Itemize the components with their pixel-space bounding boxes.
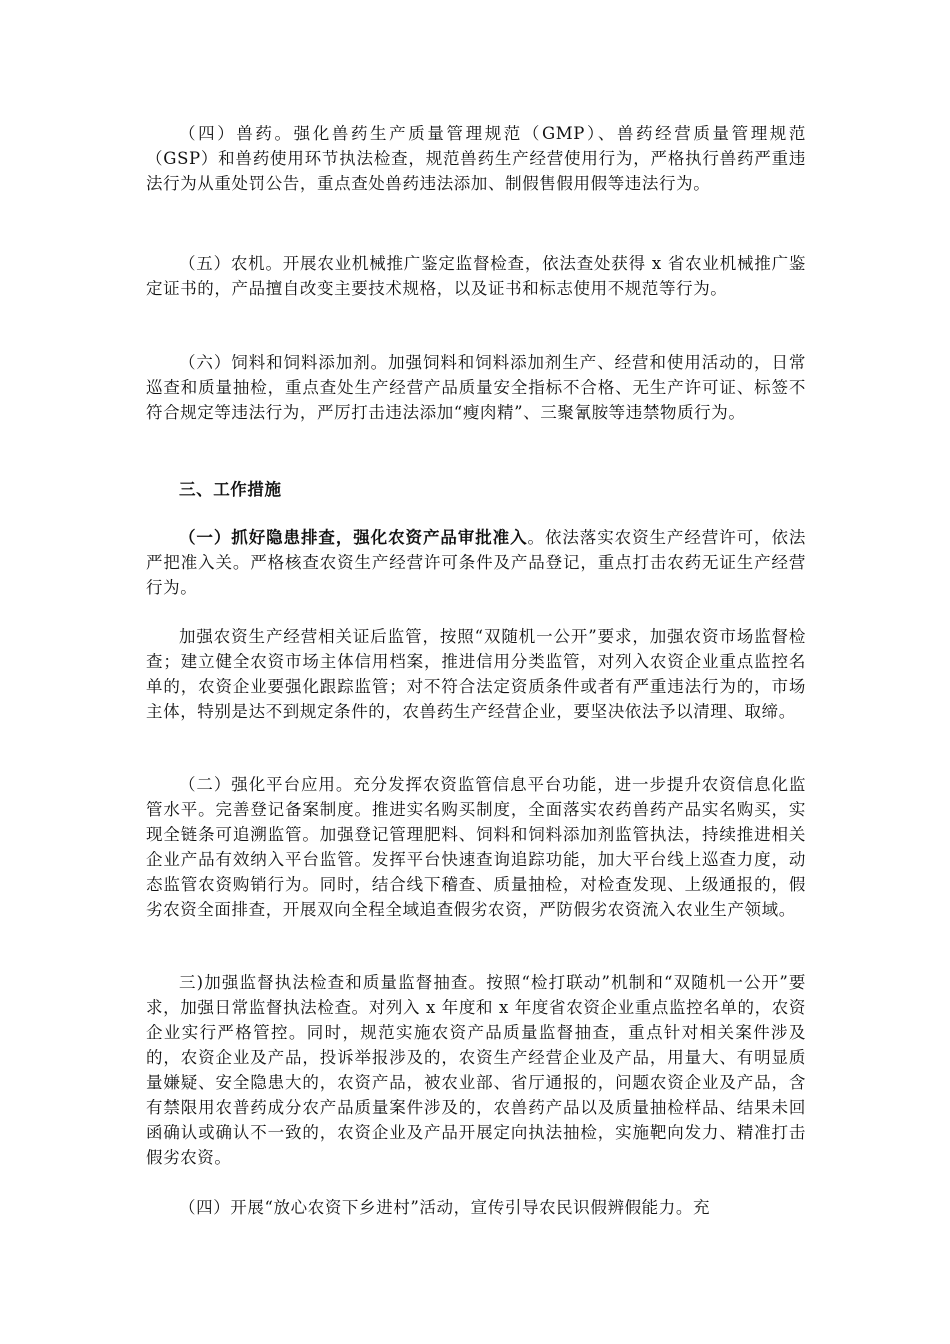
paragraph-text: （二）强化平台应用。充分发挥农资监管信息平台功能，进一步提升农资信息化监管水平。完善登记备案制度。推进实名购买制度，全面落实农药兽药产品实名购买，实现全链条可追溯监管。加强登记管理肥料、饲料和饲料添加剂监管执法，持续推进相关企业产品有效纳入平台监管。发挥平台快速查询追踪功能，加大平台线上巡查力度，动态监管农资购销行为。同时，结合线下稽查、质量抽检，对检查发现、上级通报的，假劣农资全面排查，开展双向全程全域追查假劣农资，严防假劣农资流入农业生产领域。	[146, 775, 806, 919]
paragraph-rural-campaign	[146, 1195, 806, 1220]
paragraph-text: （四）开展“放心农资下乡进村”活动，宣传引导农民识假辨假能力。充	[179, 1198, 711, 1217]
paragraph-feed-additives	[146, 350, 806, 425]
paragraph-hazard-inspection	[146, 525, 806, 600]
paragraph-text: 三)加强监督执法检查和质量监督抽查。按照“检打联动”机制和“双随机一公开”要求，加强日常监督执法检查。对列入 x 年度和 x 年度省农资企业重点监控名单的，农资企业实行严格管控。同时，规范实施农资产品质量监督抽查，重点针对相关案件涉及的，农资企业及产品，投诉举报涉及的，农资生产经营企业及产品，用量大、有明显质量嫌疑、安全隐患大的，农资产品，被农业部、省厅通报的，问题农资企业及产品，含有禁限用农普药成分农产品质量案件涉及的，农兽药产品以及质量抽检样品、结果未回函确认或确认不一致的，农资企业及产品开展定向执法抽检，实施靶向发力、精准打击假劣农资。	[146, 973, 806, 1167]
paragraph-text: （四）兽药。强化兽药生产质量管理规范（GMP）、兽药经营质量管理规范（GSP）和兽药使用环节执法检查，规范兽药生产经营使用行为，严格执行兽药严重违法行为从重处罚公告，重点查处兽药违法添加、制假售假用假等违法行为。	[146, 124, 806, 193]
paragraph-text: （六）饲料和饲料添加剂。加强饲料和饲料添加剂生产、经营和使用活动的，日常巡查和质量抽检，重点查处生产经营产品质量安全指标不合格、无生产许可证、标签不符合规定等违法行为，严厉打击违法添加“瘦肉精”、三聚氰胺等违禁物质行为。	[146, 353, 806, 422]
paragraph-text	[146, 525, 806, 600]
paragraph-text: （五）农机。开展农业机械推广鉴定监督检查，依法查处获得 x 省农业机械推广鉴定证书的，产品擅自改变主要技术规格，以及证书和标志使用不规范等行为。	[146, 254, 806, 298]
paragraph-agricultural-machinery	[146, 251, 806, 301]
paragraph-veterinary-drugs	[146, 121, 806, 196]
section-heading-work-measures: 三、工作措施	[179, 480, 282, 499]
paragraph-supervision-inspection	[146, 970, 806, 1170]
paragraph-post-license-supervision	[146, 624, 806, 724]
paragraph-platform-application	[146, 772, 806, 922]
paragraph-lead-title: （一）抓好隐患排查，强化农资产品审批准入	[179, 528, 528, 547]
paragraph-text: 加强农资生产经营相关证后监管，按照“双随机一公开”要求，加强农资市场监督检查；建立健全农资市场主体信用档案，推进信用分类监管，对列入农资企业重点监控名单的，农资企业要强化跟踪监管；对不符合法定资质条件或者有严重违法行为的，市场主体，特别是达不到规定条件的，农兽药生产经营企业，要坚决依法予以清理、取缔。	[146, 627, 806, 721]
paragraph-body: 。依法落实农资生产经营许可，依法严把准入关。严格核查农资生产经营许可条件及产品登记，重点打击农药无证生产经营行为。	[146, 528, 806, 597]
